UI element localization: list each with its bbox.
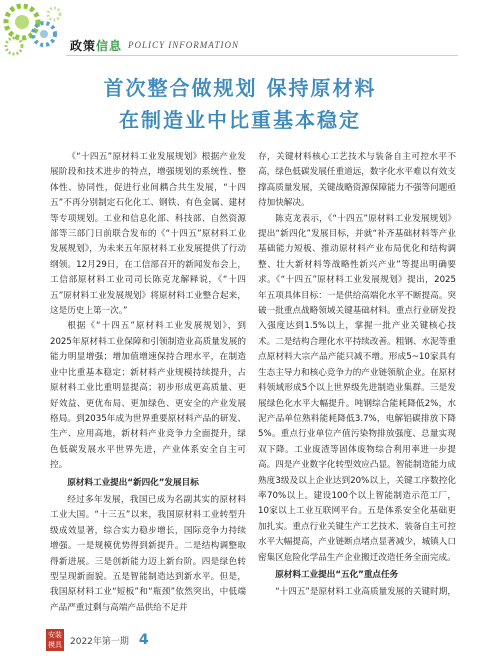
- right-column: [258, 150, 456, 601]
- page-footer: [46, 629, 149, 651]
- subheading: 原材料工业提出“新四化”发展目标: [67, 477, 199, 488]
- gear-decoration-icon: [0, 0, 66, 60]
- paragraph: 根据《“十四五”原材料工业发展规划》，到2025年原材料工业保障和引领制造业高质量发展的能力明显增强；增加值增速保持合理水平，在制造业中比重基本稳定；新材料产业规模持续提升，占原材料工业比重明显提高；初步形成更高质量、更好效益、更优布局、更加绿色、更安全的产业发展格局。到2035年成为世界重要原材料产品的研发、生产、应用高地，新材料产业竞争力全面提升，绿色低碳发展水平世界先进，产业体系安全自主可控。: [50, 321, 246, 471]
- header-divider: [66, 55, 458, 56]
- page-number: 4: [138, 632, 149, 648]
- paragraph: 存，关键材料核心工艺技术与装备自主可控水平不高，绿色低碳发展任重道远，数字化水平难以有效支撑高质量发展，关键战略资源保障能力不强等问题亟待加快解决。: [258, 152, 456, 209]
- article-title-line2: 在制造业中比重基本稳定: [119, 108, 361, 132]
- section-title: [70, 37, 122, 54]
- paragraph: 陈克龙表示，《“十四五”原材料工业发展规划》提出“新四化”发展目标，并就“补齐基础材料等产业基础能力短板、推动原材料产业布局优化和结构调整、壮大新材料等战略性新兴产业”等提出明确要求。《“十四五”原材料工业发展规划》提出，2025年五项具体目标：一是供给高端化水平不断提高。突破一批重点战略领域关键基础材料。重点行业研发投入强度达到1.5%以上，掌握一批产业关键核心技术。二是结构合理化水平持续改善。粗钢、水泥等重点原材料大宗产品产能只减不增。形成5~10家具有生态主导力和核心竞争力的产业链领航企业。在原材料领域形成5个以上世界级先进制造业集群。三是发展绿色化水平大幅提升。吨钢综合能耗降低2%，水泥产品单位熟料能耗降低3.7%，电解铝碳排放下降5%。重点行业单位产值污染物排放强度、总量实现双下降。工业废渣等固体废物综合利用率进一步提高。四是产业数字化转型效应凸显。智能制造能力成熟度3级及以上企业达到20%以上，关键工序数控化率70%以上。建设100个以上智能制造示范工厂，10家以上工业互联网平台。五是体系安全化基础更加扎实。重点行业关键生产工艺技术、装备自主可控水平大幅提高，产业链断点堵点显著减少，城镇人口密集区危险化学品生产企业搬迁改造任务全面完成。: [258, 213, 456, 563]
- paragraph: “十四五”是原材料工业高质量发展的关键时期，: [275, 587, 456, 598]
- issue-label: 2022年第一期: [70, 636, 129, 647]
- magazine-logo: 安装 模具: [48, 631, 62, 649]
- article-title: [60, 72, 420, 136]
- paragraph: 《“十四五”原材料工业发展规划》根据产业发展阶段和技术进步的特点，增强规划的系统性、整体性、协同性，促进行业间耦合共生发展，“十四五”不再分别制定石化化工、钢铁、有色金属、建材等专项规划。工业和信息化部、科技部、自然资源部等三部门日前联合发布的《“十四五”原材料工业发展规划》，为未来五年原材料工业发展提供了行动纲领。12月29日，在工信部召开的新闻发布会上，工信部原材料工业司司长陈克龙解释说，《“十四五”原材料工业发展规划》将原材料工业整合起来，这是历史上第一次。”: [50, 152, 246, 317]
- section-title-part1: 政策: [70, 38, 97, 53]
- subheading: 原材料工业提出“五化”重点任务: [275, 569, 399, 580]
- paragraph: 经过多年发展，我国已成为名副其实的原材料工业大国。“十三五”以来，我国原材料工业转型升级成效显著，综合实力稳步增长，国际竞争力持续增强。一是规模优势得到新提升。二是结构调整取得新进展。三是创新能力迈上新台阶。四是绿色转型呈现新面貌。五是智能制造达到新水平。但是，我国原材料工业“短板”和“瓶颈”依然突出，中低端产品严重过剩与高端产品供给不足并: [50, 494, 246, 613]
- section-header: [70, 36, 239, 54]
- article-title-line1: 首次整合做规划 保持原材料: [103, 76, 377, 100]
- left-column: [50, 150, 246, 616]
- section-title-part2: 信息: [96, 38, 123, 53]
- section-title-en: POLICY INFORMATION: [128, 40, 239, 50]
